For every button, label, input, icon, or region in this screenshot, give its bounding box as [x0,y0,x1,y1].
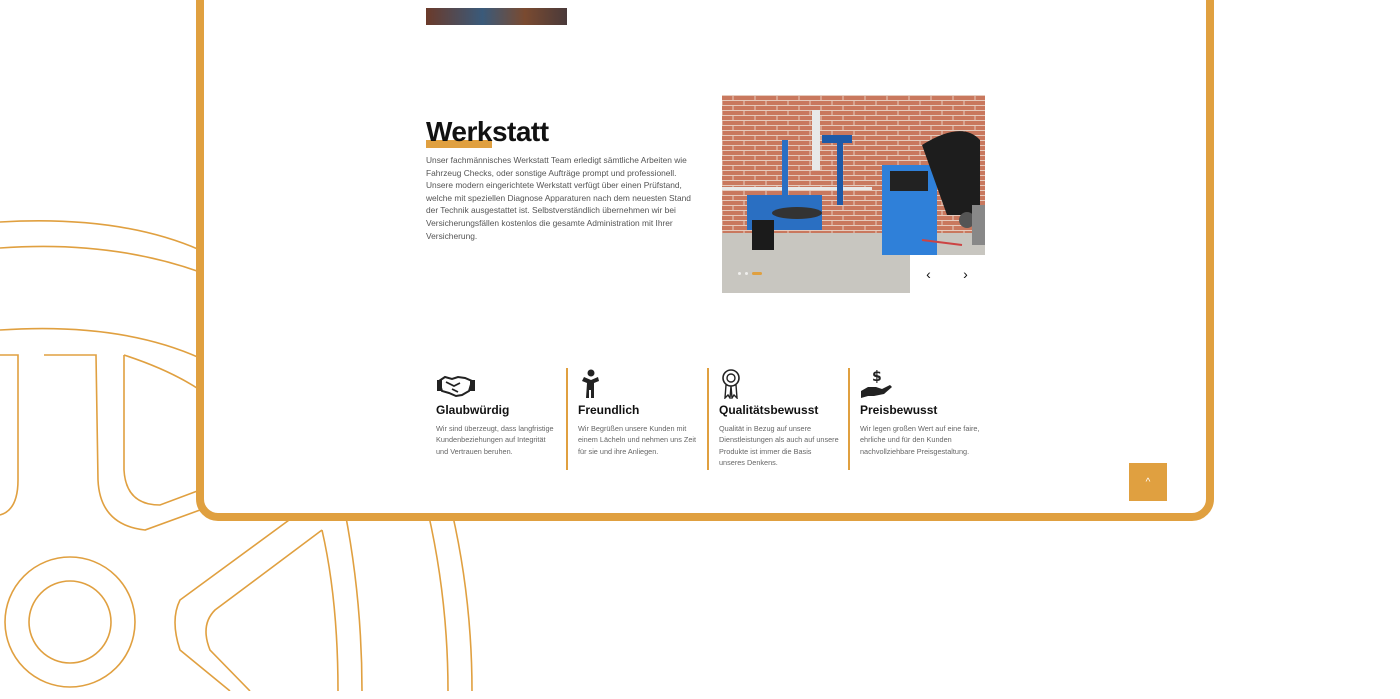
feature-title: Freundlich [578,403,640,417]
chevron-up-icon: ^ [1145,476,1151,488]
carousel-prev-button[interactable] [910,255,947,293]
feature-text: Wir legen großen Wert auf eine faire, ehrliche und für den Kunden nachvollziehbare Preisgestaltung. [860,424,980,456]
handshake-icon [436,369,476,399]
feature-title: Preisbewusst [860,403,938,417]
feature-title: Glaubwürdig [436,403,510,417]
section-description: Unser fachmännisches Werkstatt Team erledigt sämtliche Arbeiten wie Fahrzeug Checks, oder sonstige Aufträge prompt und professionell. Unsere modern eingerichtete Werkstatt verfügt über einen Prüfstand, welche mit speziellen Diagnose Apparaturen nach dem neuesten Stand der Technik ausgestattet ist. Selbstverständlich übernehmen wir bei Versicherungsfällen kostenlos die gesamte Administration mit Ihrer Versicherung. [426,155,691,241]
feature-freundlich [566,368,698,470]
feature-qualitaetsbewusst [707,368,839,470]
feature-text: Wir sind überzeugt, dass langfristige Kundenbeziehungen auf Integrität und Vertrauen beruhen. [436,424,554,456]
carousel-controls [910,255,985,293]
award-icon [719,369,759,399]
svg-text:$: $ [872,369,882,385]
features-row [426,368,986,472]
feature-glaubwuerdig [426,368,558,470]
carousel-dot[interactable] [738,272,741,275]
hand-dollar-icon [860,369,900,399]
carousel-dot-active[interactable] [752,272,762,275]
person-icon [578,369,618,399]
previous-section-image [426,8,567,25]
scroll-to-top-button[interactable] [1129,463,1167,501]
feature-text: Wir Begrüßen unsere Kunden mit einem Lächeln und nehmen uns Zeit für sie und ihre Anliegen. [578,424,697,456]
carousel-next-button[interactable] [947,255,984,293]
feature-title: Qualitätsbewusst [719,403,819,417]
chevron-right-icon: › [963,266,968,282]
carousel-dots [738,272,762,275]
content-card [196,0,1214,521]
chevron-left-icon: ‹ [926,266,931,282]
feature-text: Qualität in Bezug auf unsere Dienstleistungen als auch auf unsere Produkte ist immer die Basis unseres Denkens. [719,424,839,467]
section-title: Werkstatt [426,116,549,147]
carousel-dot[interactable] [745,272,748,275]
feature-preisbewusst [848,368,980,470]
